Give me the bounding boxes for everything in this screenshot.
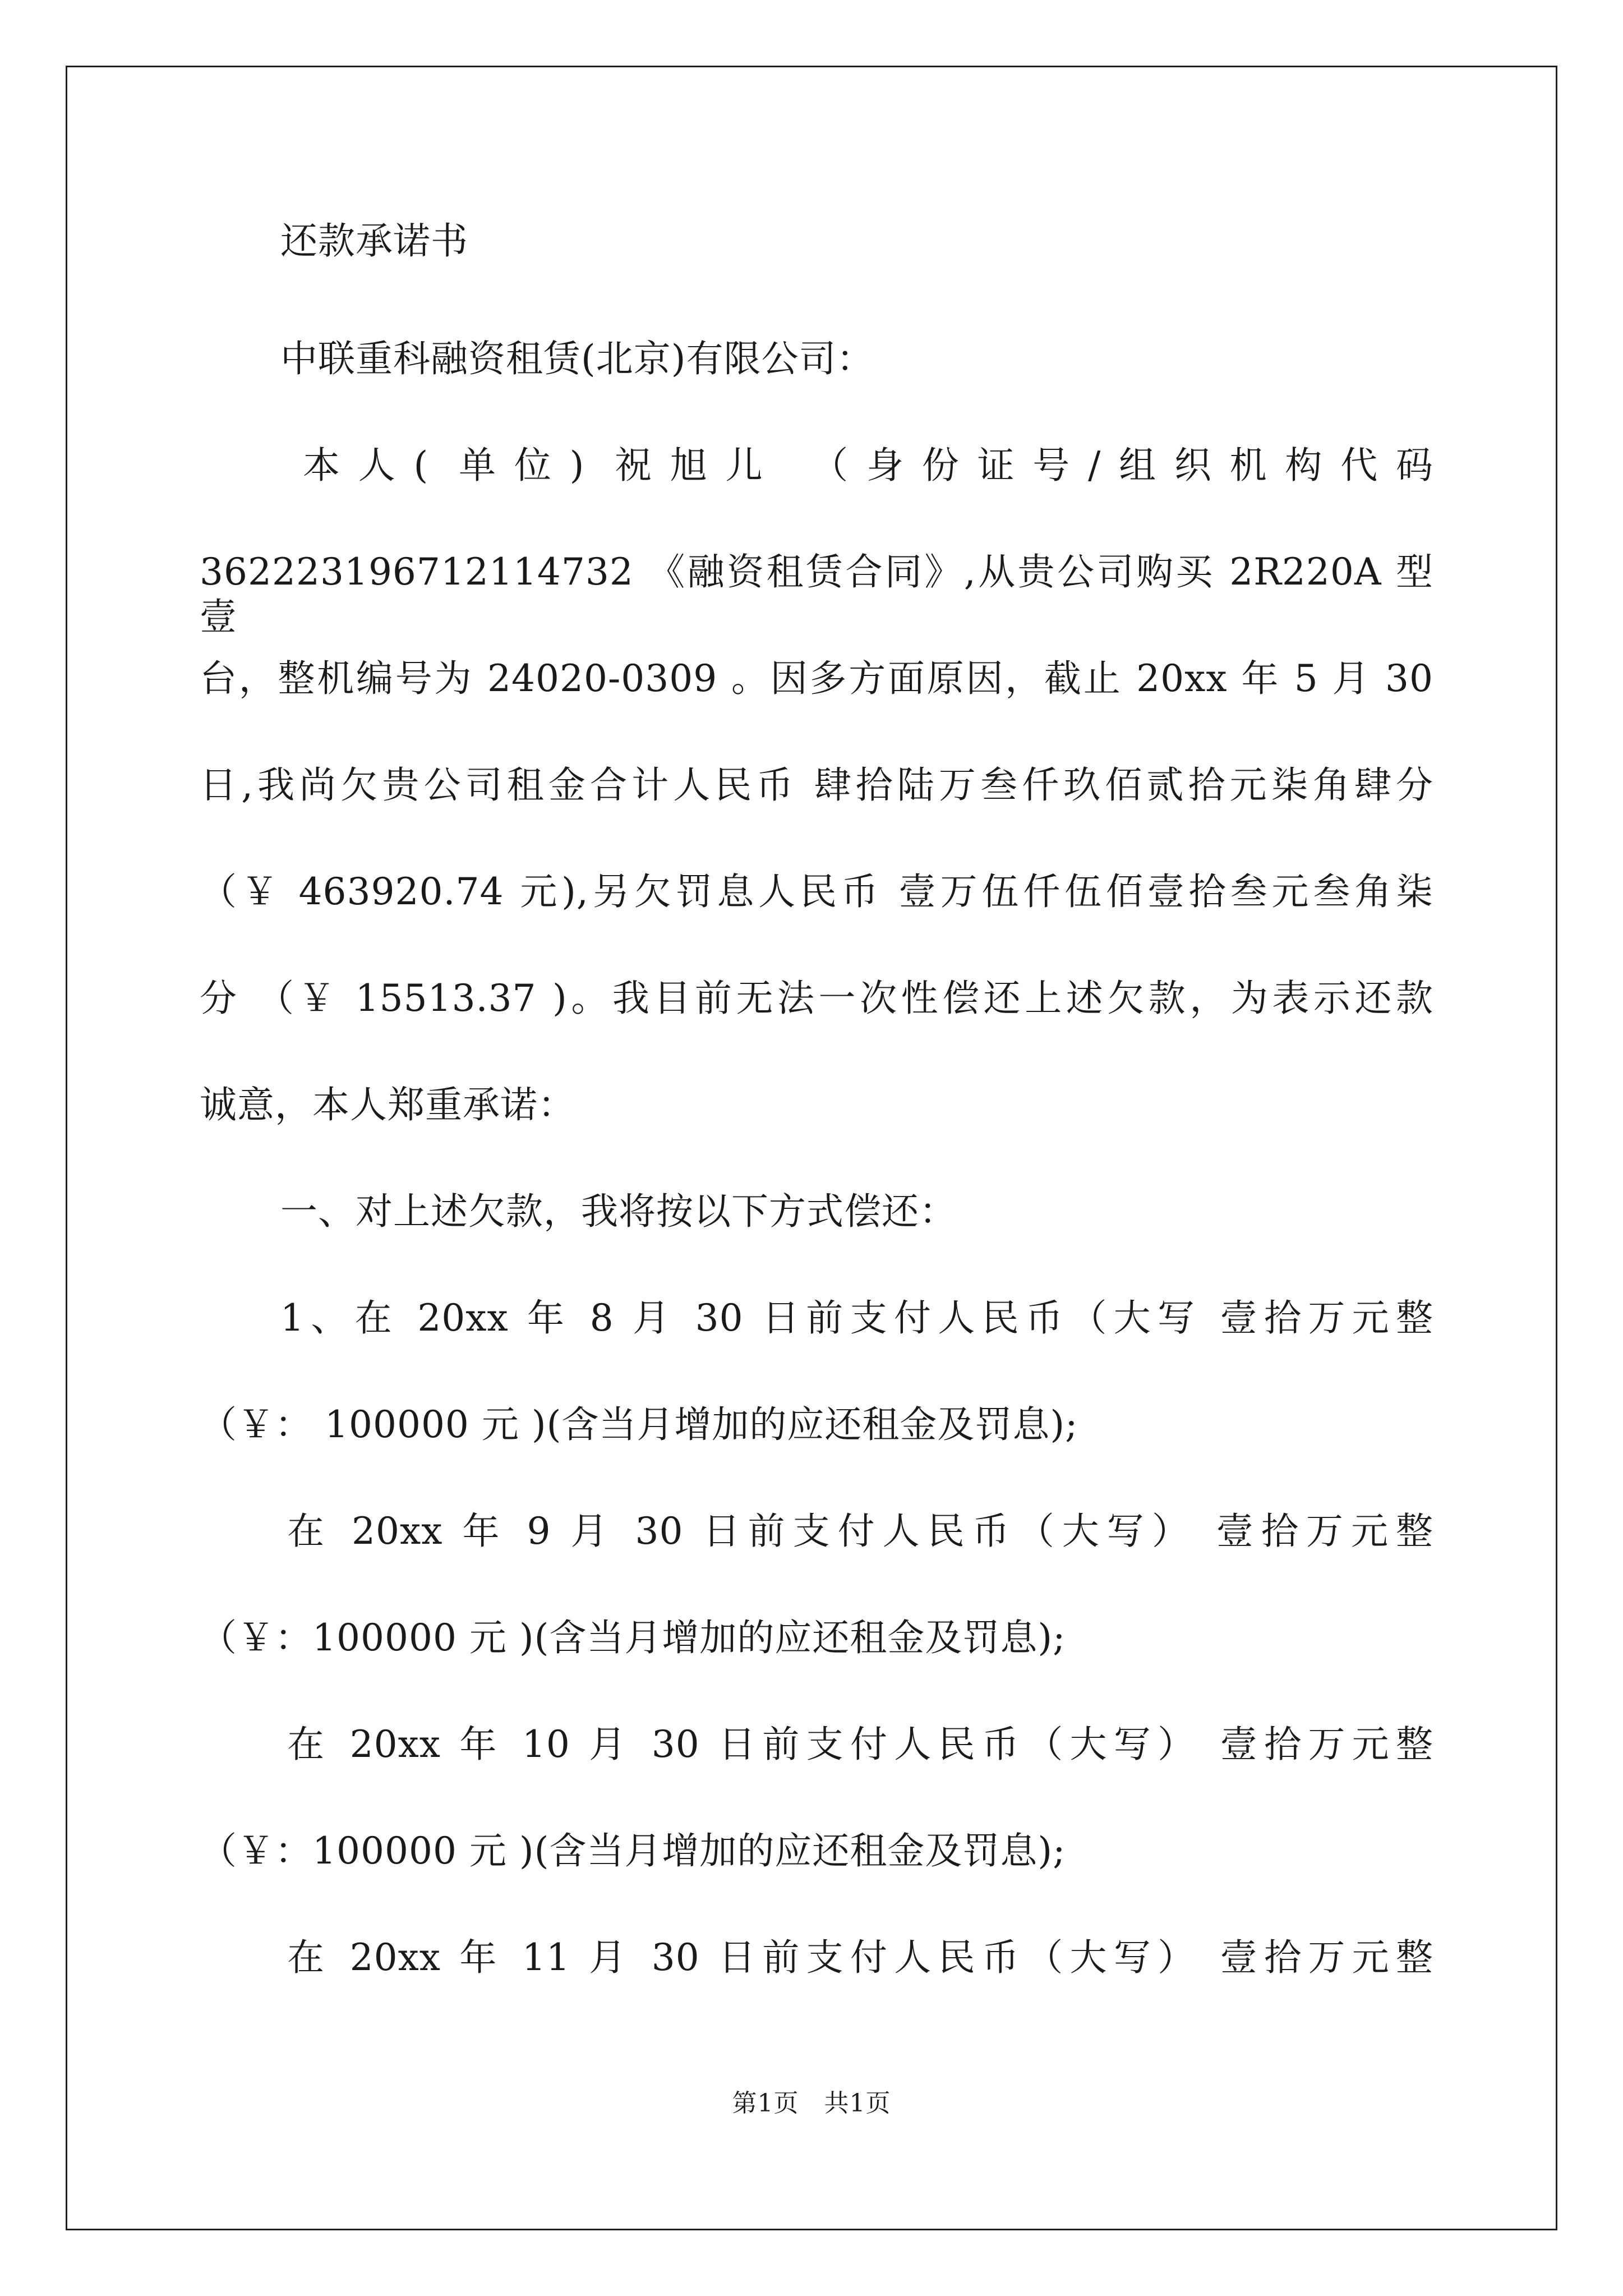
payment-item-2-amount: （￥：100000 元 )(含当月增加的应还租金及罚息); xyxy=(200,1616,1066,1659)
payment-item-1: 1、在 20xx 年 8 月 30 日前支付人民币（大写 壹拾万元整 xyxy=(280,1296,1433,1340)
page-footer: 第1页 共1页 xyxy=(732,2089,891,2118)
body-line-7: 诚意，本人郑重承诺： xyxy=(200,1083,575,1126)
body-line-3: 台，整机编号为 24020-0309 。因多方面原因，截止 20xx 年 5 月 30 xyxy=(200,657,1433,700)
section-heading-1: 一、对上述欠款，我将按以下方式偿还： xyxy=(280,1190,957,1233)
payment-item-1-amount: （￥： 100000 元 )(含当月增加的应还租金及罚息); xyxy=(200,1403,1078,1446)
payment-item-3: 在 20xx 年 10 月 30 日前支付人民币（大写） 壹拾万元整 xyxy=(287,1723,1433,1766)
payment-item-4: 在 20xx 年 11 月 30 日前支付人民币（大写） 壹拾万元整 xyxy=(287,1936,1433,1979)
body-line-6: 分 （￥ 15513.37 )。我目前无法一次性偿还上述欠款，为表示还款 xyxy=(200,977,1433,1020)
page-border xyxy=(66,66,1557,2230)
body-line-2: 362223196712114732 《融资租赁合同》,从贵公司购买 2R220A 型 壹 xyxy=(200,550,1433,638)
addressee-line: 中联重科融资租赁(北京)有限公司： xyxy=(280,337,874,380)
payment-item-3-amount: （￥：100000 元 )(含当月增加的应还租金及罚息); xyxy=(200,1829,1066,1872)
body-line-4: 日,我尚欠贵公司租金合计人民币 肆拾陆万叁仟玖佰贰拾元柒角肆分 xyxy=(200,763,1433,807)
body-line-5: （￥ 463920.74 元),另欠罚息人民币 壹万伍仟伍佰壹拾叁元叁角柒 xyxy=(200,870,1433,913)
body-line-1: 本人( 单位) 祝旭儿 （身份证号/组织机构代码 xyxy=(303,444,1433,487)
payment-item-2: 在 20xx 年 9 月 30 日前支付人民币（大写） 壹拾万元整 xyxy=(287,1510,1433,1553)
document-title: 还款承诺书 xyxy=(280,219,468,263)
